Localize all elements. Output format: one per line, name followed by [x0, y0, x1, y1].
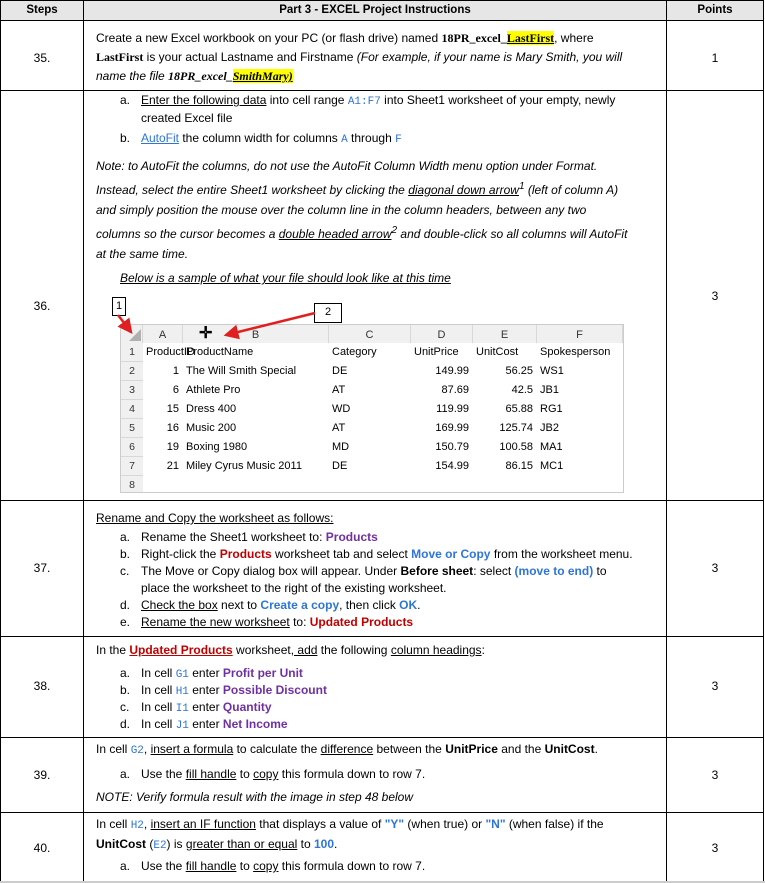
step-number: 36.: [33, 299, 51, 313]
heading-value: Profit per Unit: [222, 666, 303, 680]
text: through: [347, 131, 396, 145]
data-cell[interactable]: DE: [332, 365, 348, 377]
title-header: Part 3 - EXCEL Project Instructions: [84, 1, 667, 20]
data-cell[interactable]: 19: [166, 441, 179, 453]
sample-caption: Below is a sample of what your file should look like at this time: [120, 271, 451, 285]
fill-handle-term: fill handle: [185, 767, 237, 781]
text: this formula down to row 7.: [278, 859, 426, 873]
data-cell[interactable]: JB2: [540, 422, 559, 434]
data-cell[interactable]: 16: [166, 422, 179, 434]
no-value: "N": [485, 817, 506, 831]
arrow-2: [226, 313, 315, 335]
callout-2: 2: [314, 303, 342, 323]
text: .: [417, 598, 421, 612]
text: worksheet: [232, 643, 291, 657]
data-cell[interactable]: Dress 400: [186, 403, 237, 415]
row-header[interactable]: 8: [121, 476, 143, 493]
example-filename-name: SmithMary): [232, 69, 293, 83]
col-f: F: [395, 134, 402, 146]
list-marker: d.: [120, 717, 131, 731]
text: this formula down to row 7.: [278, 767, 426, 781]
row-header[interactable]: 2: [121, 362, 143, 381]
data-cell[interactable]: AT: [332, 422, 346, 434]
insert-if-term: insert an IF function: [150, 817, 256, 831]
text: to:: [289, 615, 310, 629]
bold-term: Before sheet: [400, 564, 474, 578]
note-line: at the same time.: [96, 247, 189, 261]
data-cell[interactable]: MC1: [540, 460, 564, 472]
column-heading-item: In cell I1 enter Quantity: [141, 700, 272, 715]
column-header-f[interactable]: F: [537, 325, 623, 343]
copy-term: copy: [253, 767, 279, 781]
step-number: 39.: [33, 768, 51, 782]
steps-header: Steps: [0, 1, 84, 20]
gte-term: greater than or equal: [185, 837, 298, 851]
text: The Move or Copy dialog box will appear. Under: [141, 564, 401, 578]
data-cell[interactable]: 56.25: [505, 365, 533, 377]
callout-1: 1: [112, 297, 126, 316]
rename-term: Rename the new worksheet: [141, 615, 290, 629]
text: Rename the Sheet1 worksheet to:: [141, 530, 326, 544]
header-cell[interactable]: Spokesperson: [540, 346, 611, 358]
header-cell[interactable]: ProductID: [146, 346, 195, 358]
data-cell[interactable]: Miley Cyrus Music 2011: [186, 460, 302, 472]
step-number: 38.: [33, 679, 51, 693]
text: Right-click the: [141, 547, 220, 561]
data-cell[interactable]: JB1: [540, 384, 559, 396]
points-value: 3: [711, 841, 719, 855]
list-marker: a.: [120, 767, 131, 781]
data-cell[interactable]: DE: [332, 460, 348, 472]
filename-lastfirst: LastFirst: [506, 31, 555, 45]
data-cell[interactable]: 87.69: [441, 384, 469, 396]
list-marker: a.: [120, 93, 131, 107]
data-cell[interactable]: WS1: [540, 365, 564, 377]
list-marker: a.: [120, 666, 131, 680]
points-value: 3: [711, 679, 719, 693]
data-cell[interactable]: MD: [332, 441, 350, 453]
header-cell[interactable]: UnitCost: [476, 346, 519, 358]
filename-prefix: 18PR_excel_: [441, 31, 507, 45]
column-header-e[interactable]: E: [473, 325, 537, 343]
text: to: [297, 837, 314, 851]
yes-value: "Y": [384, 817, 405, 831]
note-line: and simply position the mouse over the column line in the column headers, between any two: [96, 203, 587, 217]
list-marker: c.: [120, 564, 130, 578]
data-cell[interactable]: 125.74: [499, 422, 533, 434]
data-cell[interactable]: The Will Smith Special: [186, 365, 297, 377]
text: ,: [143, 742, 151, 756]
list-marker: b.: [120, 131, 131, 145]
points-value: 3: [711, 289, 719, 303]
data-cell[interactable]: Music 200: [186, 422, 237, 434]
text: the column width for columns: [179, 131, 342, 145]
superscript: 1: [518, 181, 525, 192]
column-heading-item: In cell H1 enter Possible Discount: [141, 683, 327, 698]
create-copy: Create a copy: [260, 598, 340, 612]
text: place the worksheet to the right of the existing worksheet.: [141, 581, 447, 595]
text: Create a new Excel workbook on your PC (or flash drive) named: [96, 31, 442, 45]
arrow-1: [118, 315, 131, 332]
column-header-c[interactable]: C: [329, 325, 411, 343]
double-arrow-term: double headed arrow: [278, 227, 392, 241]
data-cell[interactable]: MA1: [540, 441, 563, 453]
text: (: [146, 837, 154, 851]
text: to: [593, 564, 607, 578]
data-cell[interactable]: 169.99: [435, 422, 469, 434]
add-term: , add: [290, 643, 318, 657]
fill-handle-term: fill handle: [185, 859, 237, 873]
text: Use the: [141, 859, 186, 873]
text: In cell: [96, 742, 131, 756]
text: created Excel file: [141, 111, 233, 125]
data-cell[interactable]: Boxing 1980: [186, 441, 248, 453]
header-cell[interactable]: Category: [332, 346, 377, 358]
sheet-name: Products: [325, 530, 378, 544]
check-box-term: Check the box: [141, 598, 218, 612]
cell-ref: G1: [175, 669, 189, 681]
note-line: NOTE: Verify formula result with the image in step 48 below: [96, 790, 414, 804]
column-header-a[interactable]: A: [143, 325, 183, 343]
text: In cell: [96, 817, 131, 831]
double-headed-arrow-cursor-icon: ✛: [199, 325, 213, 342]
data-cell[interactable]: 150.79: [435, 441, 469, 453]
data-cell[interactable]: 154.99: [435, 460, 469, 472]
data-cell[interactable]: Athlete Pro: [186, 384, 241, 396]
text: .: [594, 742, 598, 756]
cell-ref: G2: [130, 745, 144, 757]
bold-term: UnitPrice: [445, 742, 498, 756]
text: the following: [317, 643, 391, 657]
text: Instead, select the entire Sheet1 worksheet by clicking the: [96, 183, 409, 197]
text: from the worksheet menu.: [490, 547, 633, 561]
menu-option: Move or Copy: [411, 547, 491, 561]
heading-value: Quantity: [222, 700, 272, 714]
text: columns so the cursor becomes a: [96, 227, 279, 241]
text: to: [236, 767, 254, 781]
text: to calculate the: [233, 742, 321, 756]
bold-term: UnitCost: [96, 837, 146, 851]
row-header[interactable]: 7: [121, 457, 143, 476]
superscript: 2: [391, 225, 398, 236]
text: ,: [143, 817, 151, 831]
sheet-name: Updated Products: [309, 615, 414, 629]
list-marker: d.: [120, 598, 131, 612]
copy-term: copy: [253, 859, 279, 873]
data-cell[interactable]: 119.99: [436, 403, 469, 415]
data-cell[interactable]: AT: [332, 384, 346, 396]
column-headings-term: column headings: [390, 643, 482, 657]
column-heading-item: In cell J1 enter Net Income: [141, 717, 288, 732]
enter-data-link: Enter the following data: [141, 93, 267, 107]
heading-value: Possible Discount: [222, 683, 327, 697]
text: and the: [497, 742, 545, 756]
cell-ref: I1: [175, 703, 189, 715]
text: Use the: [141, 767, 186, 781]
data-cell[interactable]: 65.88: [505, 403, 533, 415]
example-text: (For example, if your name is Mary Smith, you will: [356, 50, 623, 64]
text: into cell range: [266, 93, 348, 107]
points-value: 3: [711, 561, 719, 575]
text: : select: [473, 564, 515, 578]
text: that displays a value of: [255, 817, 385, 831]
data-cell[interactable]: RG1: [540, 403, 563, 415]
list-marker: a.: [120, 859, 131, 873]
data-cell[interactable]: 15: [166, 403, 179, 415]
row-header[interactable]: 3: [121, 381, 143, 400]
threshold-value: 100: [314, 837, 335, 851]
step-number: 40.: [33, 841, 51, 855]
autofit-term: AutoFit: [141, 131, 180, 145]
text: (when false) if the: [505, 817, 604, 831]
data-cell[interactable]: 100.58: [499, 441, 533, 453]
sheet-name: Products: [219, 547, 272, 561]
text: In the: [96, 643, 130, 657]
row-header[interactable]: 1: [121, 343, 143, 362]
row-header[interactable]: 4: [121, 400, 143, 419]
heading-value: Net Income: [222, 717, 288, 731]
column-heading-item: In cell G1 enter Profit per Unit: [141, 666, 303, 681]
section-title: Rename and Copy the worksheet as follows:: [96, 511, 334, 525]
insert-formula-term: insert a formula: [150, 742, 234, 756]
text: between the: [373, 742, 446, 756]
header-cell[interactable]: ProductName: [186, 346, 254, 358]
lastfirst-term: LastFirst: [96, 50, 144, 64]
step-number: 35.: [33, 51, 51, 65]
data-cell[interactable]: 42.5: [511, 384, 533, 396]
step-number: 37.: [33, 561, 51, 575]
data-cell[interactable]: WD: [332, 403, 351, 415]
list-marker: c.: [120, 700, 130, 714]
text: (left of column A): [524, 183, 619, 197]
points-value: 1: [711, 51, 719, 65]
example-filename-prefix: 18PR_excel_: [168, 69, 233, 83]
bold-term: UnitCost: [544, 742, 595, 756]
cell-ref: H2: [130, 820, 144, 832]
move-to-end: (move to end): [514, 564, 594, 578]
text: , then click: [339, 598, 400, 612]
diagonal-arrow-term: diagonal down arrow: [408, 183, 519, 197]
sheet-name: Updated Products: [129, 643, 233, 657]
column-header-b[interactable]: B: [183, 325, 329, 343]
data-cell[interactable]: 149.99: [435, 365, 469, 377]
points-header: Points: [667, 1, 764, 20]
list-marker: b.: [120, 683, 131, 697]
data-cell[interactable]: 86.15: [505, 460, 533, 472]
text: is your actual Lastname and Firstname: [143, 50, 357, 64]
list-marker: b.: [120, 547, 131, 561]
col-a: A: [341, 134, 348, 146]
text: worksheet tab and select: [271, 547, 412, 561]
data-cell[interactable]: 6: [172, 384, 179, 396]
cell-ref: J1: [175, 720, 189, 732]
text: .: [334, 837, 338, 851]
text: name the file: [96, 69, 169, 83]
text: , where: [554, 31, 594, 45]
text: to: [236, 859, 254, 873]
points-value: 3: [711, 768, 719, 782]
list-marker: e.: [120, 615, 131, 629]
cell-ref: H1: [175, 686, 189, 698]
cell-range: A1:F7: [347, 96, 381, 108]
text: into Sheet1 worksheet of your empty, newly: [380, 93, 616, 107]
ok-term: OK: [399, 598, 418, 612]
column-header-d[interactable]: D: [411, 325, 473, 343]
row-header[interactable]: 6: [121, 438, 143, 457]
cell-ref: E2: [153, 840, 167, 852]
note-line: Note: to AutoFit the columns, do not use the AutoFit Column Width menu option under Format.: [96, 159, 598, 173]
data-cell[interactable]: 21: [166, 460, 179, 472]
text: ) is: [166, 837, 186, 851]
text: (when true) or: [404, 817, 486, 831]
data-cell[interactable]: 1: [172, 365, 179, 377]
header-cell[interactable]: UnitPrice: [414, 346, 459, 358]
text: next to: [217, 598, 261, 612]
list-marker: a.: [120, 530, 131, 544]
text: and double-click so all columns will AutoFit: [397, 227, 628, 241]
row-header[interactable]: 5: [121, 419, 143, 438]
difference-term: difference: [320, 742, 374, 756]
text: :: [481, 643, 485, 657]
